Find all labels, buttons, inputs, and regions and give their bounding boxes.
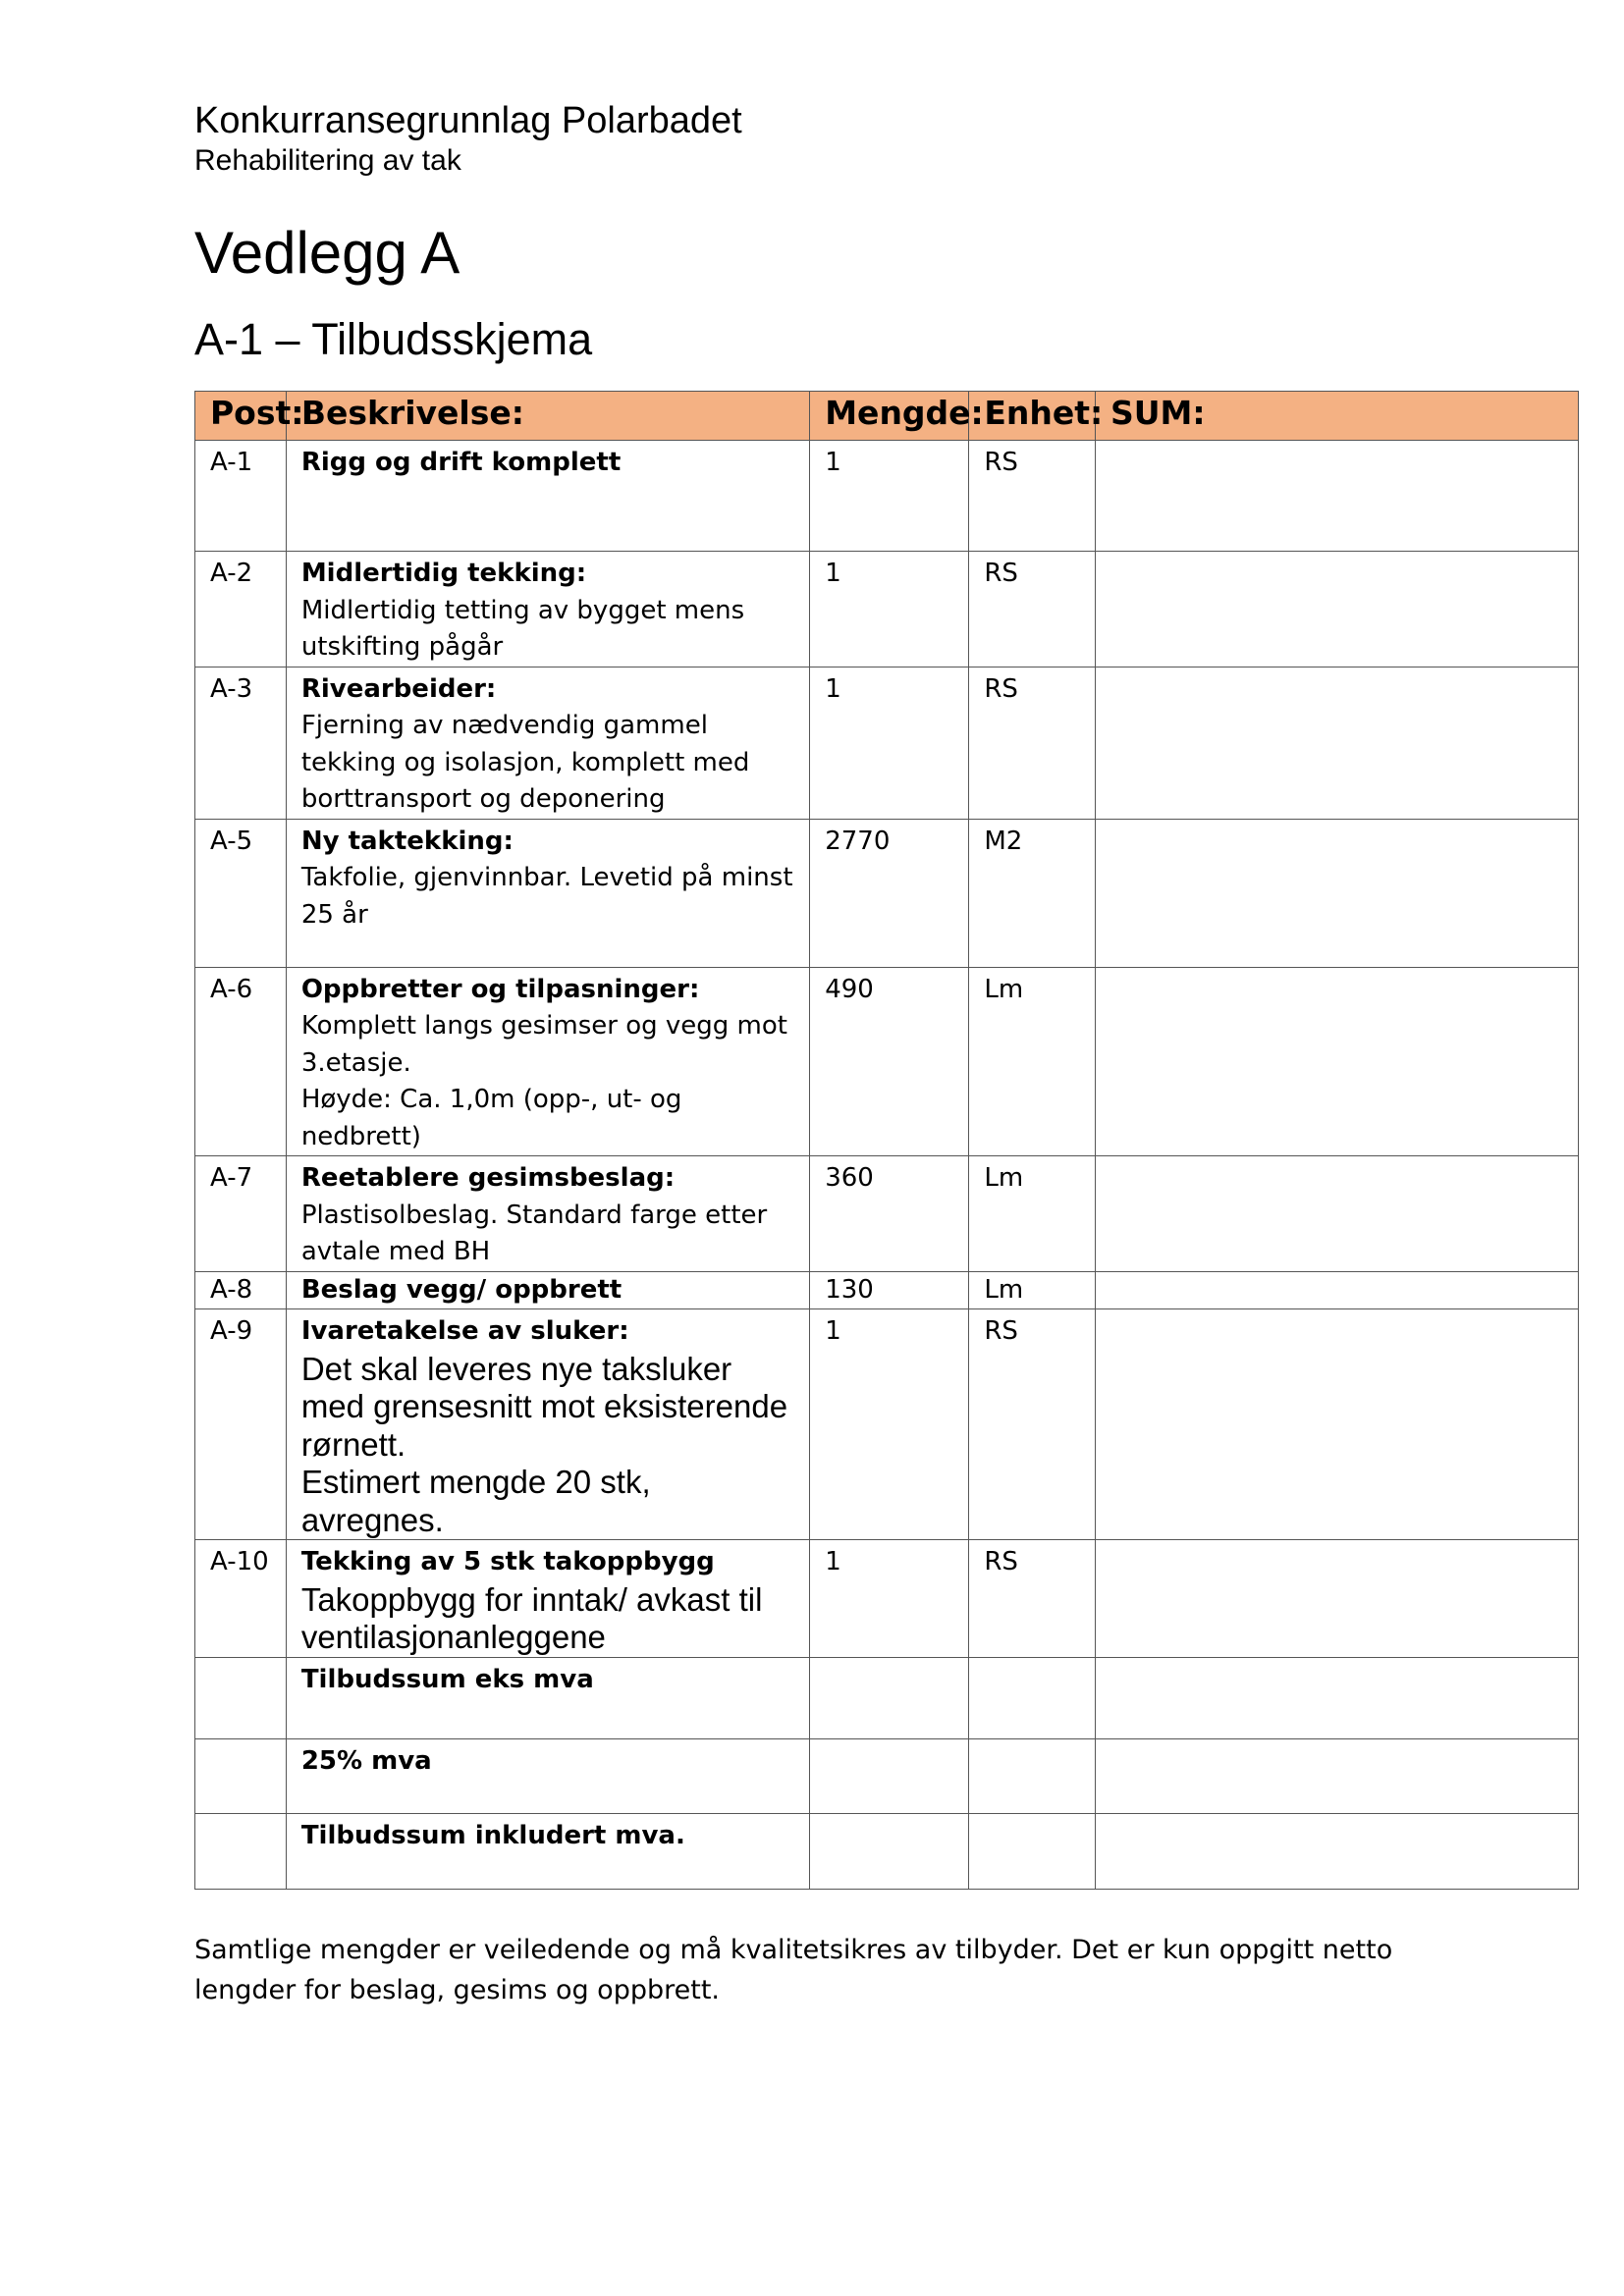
item-description: Plastisolbeslag. Standard farge etter avtale med BH	[300, 1200, 768, 1266]
total-label: Tilbudssum inkludert mva.	[300, 1820, 685, 1850]
table-row	[195, 667, 1579, 819]
mengde-cell: 1	[810, 667, 969, 819]
table-row	[195, 967, 1579, 1156]
sum-cell[interactable]	[1095, 552, 1578, 667]
description-cell	[286, 1156, 809, 1272]
header-subtitle: Rehabilitering av tak	[194, 144, 461, 177]
table-row	[195, 441, 1579, 552]
item-title: Tekking av 5 stk takoppbygg	[300, 1547, 715, 1576]
mengde-cell: 1	[810, 1309, 969, 1540]
enhet-cell	[969, 1813, 1096, 1889]
sum-cell[interactable]	[1095, 1309, 1578, 1540]
item-title: Rigg og drift komplett	[300, 448, 622, 477]
post-cell	[195, 1657, 287, 1738]
mengde-cell: 490	[810, 967, 969, 1156]
post-cell: A-1	[195, 441, 287, 552]
post-cell: A-3	[195, 667, 287, 819]
header-enhet: Enhet:	[969, 392, 1096, 441]
total-sum-cell[interactable]	[1095, 1657, 1578, 1738]
enhet-cell: M2	[969, 819, 1096, 967]
total-row	[195, 1813, 1579, 1889]
table-row	[195, 1156, 1579, 1272]
mengde-cell: 1	[810, 441, 969, 552]
post-cell: A-2	[195, 552, 287, 667]
post-cell: A-8	[195, 1271, 287, 1309]
post-cell: A-5	[195, 819, 287, 967]
item-description: Takfolie, gjenvinnbar. Levetid på minst 25 år	[300, 863, 793, 930]
description-cell	[286, 819, 809, 967]
sum-cell[interactable]	[1095, 1271, 1578, 1309]
header-title: Konkurransegrunnlag Polarbadet	[194, 100, 742, 141]
table-row	[195, 1309, 1579, 1540]
item-title: Beslag vegg/ oppbrett	[300, 1274, 623, 1305]
mengde-cell: 360	[810, 1156, 969, 1272]
item-description: Komplett langs gesimser og vegg mot 3.etasje. Høyde: Ca. 1,0m (opp-, ut- og nedbrett)	[300, 1011, 787, 1151]
enhet-cell: Lm	[969, 1156, 1096, 1272]
total-label: 25% mva	[300, 1745, 432, 1776]
enhet-cell: RS	[969, 552, 1096, 667]
total-label: Tilbudssum eks mva	[300, 1664, 594, 1694]
description-cell	[286, 1540, 809, 1658]
mengde-cell	[810, 1657, 969, 1738]
table-row	[195, 552, 1579, 667]
item-description: Takoppbygg for inntak/ avkast til ventilasjonanleggene	[300, 1580, 763, 1655]
enhet-cell: Lm	[969, 1271, 1096, 1309]
description-cell	[286, 1309, 809, 1540]
post-cell: A-7	[195, 1156, 287, 1272]
total-row	[195, 1657, 1579, 1738]
document-title: Vedlegg A	[194, 220, 460, 286]
enhet-cell: RS	[969, 1540, 1096, 1658]
enhet-cell	[969, 1657, 1096, 1738]
document-subtitle: A-1 – Tilbudsskjema	[194, 314, 593, 364]
mengde-cell	[810, 1738, 969, 1813]
sum-cell[interactable]	[1095, 441, 1578, 552]
total-row	[195, 1738, 1579, 1813]
item-title: Rivearbeider:	[300, 673, 497, 704]
description-cell	[286, 967, 809, 1156]
description-cell	[286, 552, 809, 667]
post-cell	[195, 1738, 287, 1813]
sum-cell[interactable]	[1095, 667, 1578, 819]
item-description: Det skal leveres nye taksluker med grensesnitt mot eksisterende rørnett. Estimert mengde 20 stk, avregnes.	[300, 1350, 788, 1538]
item-description: Midlertidig tetting av bygget mens utskifting pågår	[300, 595, 745, 662]
table-row	[195, 1540, 1579, 1658]
footer-note: Samtlige mengder er veiledende og må kvalitetsikres av tilbyder. Det er kun oppgitt netto lengder for beslag, gesims og oppbrett.	[194, 1935, 1393, 2005]
mengde-cell: 130	[810, 1271, 969, 1309]
header-post: Post:	[195, 392, 287, 441]
mengde-cell: 1	[810, 552, 969, 667]
item-description: Fjerning av nædvendig gammel tekking og isolasjon, komplett med borttransport og deponering	[300, 711, 750, 814]
table-row	[195, 1271, 1579, 1309]
header-sum: SUM:	[1095, 392, 1578, 441]
total-sum-cell[interactable]	[1095, 1738, 1578, 1813]
post-cell: A-6	[195, 967, 287, 1156]
description-cell	[286, 1271, 809, 1309]
table-row	[195, 819, 1579, 967]
description-cell	[286, 667, 809, 819]
mengde-cell: 1	[810, 1540, 969, 1658]
offer-table	[194, 391, 1579, 1890]
sum-cell[interactable]	[1095, 1156, 1578, 1272]
enhet-cell: RS	[969, 441, 1096, 552]
sum-cell[interactable]	[1095, 819, 1578, 967]
item-title: Ivaretakelse av sluker:	[300, 1316, 629, 1346]
post-cell: A-10	[195, 1540, 287, 1658]
table-header-row	[195, 392, 1579, 441]
header-mengde: Mengde:	[810, 392, 969, 441]
item-title: Reetablere gesimsbeslag:	[300, 1163, 676, 1193]
post-cell	[195, 1813, 287, 1889]
item-title: Ny taktekking:	[300, 826, 514, 856]
sum-cell[interactable]	[1095, 1540, 1578, 1658]
mengde-cell: 2770	[810, 819, 969, 967]
enhet-cell: RS	[969, 667, 1096, 819]
enhet-cell	[969, 1738, 1096, 1813]
post-cell: A-9	[195, 1309, 287, 1540]
sum-cell[interactable]	[1095, 967, 1578, 1156]
total-sum-cell[interactable]	[1095, 1813, 1578, 1889]
total-label-cell	[286, 1813, 809, 1889]
total-label-cell	[286, 1738, 809, 1813]
header-beskrivelse: Beskrivelse:	[286, 392, 809, 441]
total-label-cell	[286, 1657, 809, 1738]
item-title: Oppbretter og tilpasninger:	[300, 974, 700, 1004]
item-title: Midlertidig tekking:	[300, 559, 587, 588]
description-cell	[286, 441, 809, 552]
enhet-cell: Lm	[969, 967, 1096, 1156]
enhet-cell: RS	[969, 1309, 1096, 1540]
mengde-cell	[810, 1813, 969, 1889]
